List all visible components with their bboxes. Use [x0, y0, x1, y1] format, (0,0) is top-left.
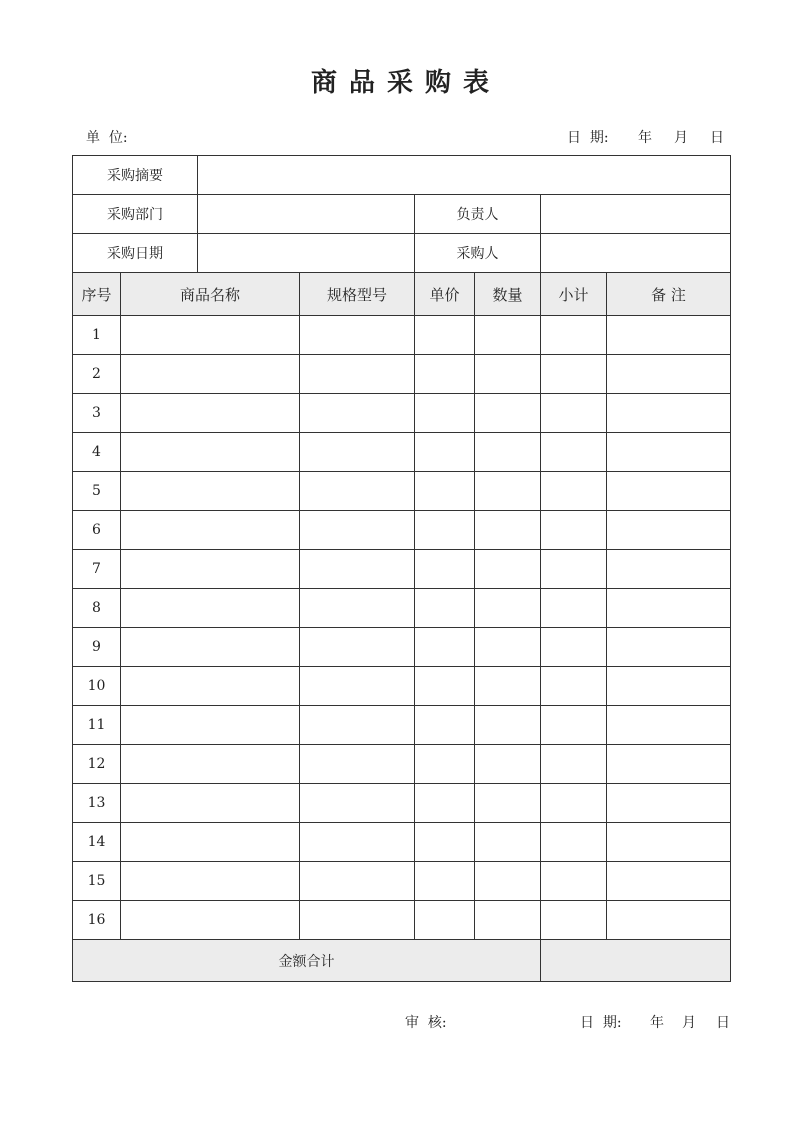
purchase-date-field[interactable] [198, 234, 415, 273]
date-label: 日 期: [567, 130, 609, 146]
product-name-cell[interactable] [121, 628, 300, 667]
price-cell[interactable] [415, 706, 475, 745]
price-cell[interactable] [415, 472, 475, 511]
spec-cell[interactable] [300, 316, 415, 355]
subtotal-cell[interactable] [541, 901, 607, 940]
quantity-cell[interactable] [475, 589, 541, 628]
total-row [73, 940, 731, 982]
subtotal-cell[interactable] [541, 355, 607, 394]
product-name-cell[interactable] [121, 784, 300, 823]
row-index: 4 [73, 433, 121, 472]
price-cell[interactable] [415, 394, 475, 433]
footer-month-label: 月 [682, 1015, 696, 1031]
subtotal-cell[interactable] [541, 667, 607, 706]
quantity-cell[interactable] [475, 667, 541, 706]
remark-cell[interactable] [607, 433, 731, 472]
remark-cell[interactable] [607, 706, 731, 745]
product-name-cell[interactable] [121, 589, 300, 628]
row-index: 9 [73, 628, 121, 667]
price-cell[interactable] [415, 433, 475, 472]
subtotal-cell[interactable] [541, 472, 607, 511]
remark-cell[interactable] [607, 862, 731, 901]
purchase-date-label: 采购日期 [73, 234, 198, 273]
row-index: 3 [73, 394, 121, 433]
quantity-cell[interactable] [475, 901, 541, 940]
price-cell[interactable] [415, 667, 475, 706]
quantity-cell[interactable] [475, 862, 541, 901]
price-cell[interactable] [415, 550, 475, 589]
purchase-table [72, 155, 731, 982]
price-cell[interactable] [415, 823, 475, 862]
subtotal-cell[interactable] [541, 394, 607, 433]
buyer-label: 采购人 [415, 234, 541, 273]
table-row [73, 355, 731, 394]
table-row [73, 823, 731, 862]
subtotal-cell[interactable] [541, 784, 607, 823]
price-cell[interactable] [415, 745, 475, 784]
table-row [73, 433, 731, 472]
col-remark-header: 备 注 [607, 273, 731, 316]
buyer-field[interactable] [541, 234, 731, 273]
price-cell[interactable] [415, 628, 475, 667]
spec-cell[interactable] [300, 823, 415, 862]
subtotal-cell[interactable] [541, 316, 607, 355]
unit-label: 单 位: [86, 130, 128, 146]
quantity-cell[interactable] [475, 823, 541, 862]
remark-cell[interactable] [607, 901, 731, 940]
responsible-label: 负责人 [415, 195, 541, 234]
spec-cell[interactable] [300, 901, 415, 940]
table-row [73, 511, 731, 550]
subtotal-cell[interactable] [541, 589, 607, 628]
subtotal-cell[interactable] [541, 433, 607, 472]
quantity-cell[interactable] [475, 472, 541, 511]
remark-cell[interactable] [607, 667, 731, 706]
quantity-cell[interactable] [475, 745, 541, 784]
col-spec-header: 规格型号 [300, 273, 415, 316]
price-cell[interactable] [415, 784, 475, 823]
product-name-cell[interactable] [121, 706, 300, 745]
price-cell[interactable] [415, 589, 475, 628]
spec-cell[interactable] [300, 745, 415, 784]
quantity-cell[interactable] [475, 706, 541, 745]
remark-cell[interactable] [607, 823, 731, 862]
subtotal-cell[interactable] [541, 628, 607, 667]
remark-cell[interactable] [607, 589, 731, 628]
quantity-cell[interactable] [475, 511, 541, 550]
spec-cell[interactable] [300, 589, 415, 628]
spec-cell[interactable] [300, 706, 415, 745]
col-index-header: 序号 [73, 273, 121, 316]
row-index: 8 [73, 589, 121, 628]
footer-date-label: 日 期: [580, 1015, 622, 1031]
remark-cell[interactable] [607, 355, 731, 394]
subtotal-cell[interactable] [541, 862, 607, 901]
product-name-cell[interactable] [121, 862, 300, 901]
product-name-cell[interactable] [121, 550, 300, 589]
table-row [73, 472, 731, 511]
spec-cell[interactable] [300, 394, 415, 433]
footer-year-label: 年 [650, 1015, 664, 1031]
spec-cell[interactable] [300, 667, 415, 706]
row-index: 12 [73, 745, 121, 784]
subtotal-cell[interactable] [541, 706, 607, 745]
department-field[interactable] [198, 195, 415, 234]
product-name-cell[interactable] [121, 472, 300, 511]
remark-cell[interactable] [607, 784, 731, 823]
product-name-cell[interactable] [121, 316, 300, 355]
col-price-header: 单价 [415, 273, 475, 316]
responsible-field[interactable] [541, 195, 731, 234]
summary-row [73, 156, 731, 195]
date-day-label: 日 [710, 130, 724, 146]
remark-cell[interactable] [607, 511, 731, 550]
row-index: 13 [73, 784, 121, 823]
table-row [73, 667, 731, 706]
remark-cell[interactable] [607, 550, 731, 589]
department-label: 采购部门 [73, 195, 198, 234]
price-cell[interactable] [415, 862, 475, 901]
quantity-cell[interactable] [475, 628, 541, 667]
table-row [73, 784, 731, 823]
product-name-cell[interactable] [121, 667, 300, 706]
row-index: 11 [73, 706, 121, 745]
row-index: 10 [73, 667, 121, 706]
quantity-cell[interactable] [475, 550, 541, 589]
row-index: 2 [73, 355, 121, 394]
price-cell[interactable] [415, 316, 475, 355]
quantity-cell[interactable] [475, 316, 541, 355]
summary-field[interactable] [198, 156, 731, 195]
remark-cell[interactable] [607, 316, 731, 355]
row-index: 7 [73, 550, 121, 589]
review-label: 审 核: [405, 1015, 447, 1031]
row-index: 15 [73, 862, 121, 901]
remark-cell[interactable] [607, 394, 731, 433]
spec-cell[interactable] [300, 433, 415, 472]
price-cell[interactable] [415, 511, 475, 550]
spec-cell[interactable] [300, 628, 415, 667]
summary-label: 采购摘要 [73, 156, 198, 195]
column-header-row [73, 273, 731, 316]
quantity-cell[interactable] [475, 784, 541, 823]
remark-cell[interactable] [607, 745, 731, 784]
table-row [73, 550, 731, 589]
subtotal-cell[interactable] [541, 745, 607, 784]
price-cell[interactable] [415, 901, 475, 940]
remark-cell[interactable] [607, 472, 731, 511]
table-row [73, 745, 731, 784]
spec-cell[interactable] [300, 784, 415, 823]
date-year-label: 年 [638, 130, 652, 146]
product-name-cell[interactable] [121, 355, 300, 394]
row-index: 1 [73, 316, 121, 355]
page-title: 商品采购表 [310, 68, 501, 98]
remark-cell[interactable] [607, 628, 731, 667]
col-qty-header: 数量 [475, 273, 541, 316]
product-name-cell[interactable] [121, 823, 300, 862]
table-row [73, 394, 731, 433]
total-value-field[interactable] [541, 940, 731, 982]
table-row [73, 589, 731, 628]
spec-cell[interactable] [300, 550, 415, 589]
price-cell[interactable] [415, 355, 475, 394]
product-name-cell[interactable] [121, 433, 300, 472]
product-name-cell[interactable] [121, 511, 300, 550]
product-name-cell[interactable] [121, 394, 300, 433]
table-row [73, 862, 731, 901]
footer-day-label: 日 [716, 1015, 730, 1031]
product-name-cell[interactable] [121, 745, 300, 784]
row-index: 6 [73, 511, 121, 550]
subtotal-cell[interactable] [541, 550, 607, 589]
department-row [73, 195, 731, 234]
table-row [73, 901, 731, 940]
row-index: 14 [73, 823, 121, 862]
row-index: 16 [73, 901, 121, 940]
spec-cell[interactable] [300, 511, 415, 550]
spec-cell[interactable] [300, 355, 415, 394]
row-index: 5 [73, 472, 121, 511]
subtotal-cell[interactable] [541, 511, 607, 550]
product-name-cell[interactable] [121, 901, 300, 940]
spec-cell[interactable] [300, 472, 415, 511]
purchase-date-row [73, 234, 731, 273]
table-row [73, 628, 731, 667]
table-row [73, 706, 731, 745]
quantity-cell[interactable] [475, 394, 541, 433]
quantity-cell[interactable] [475, 433, 541, 472]
table-row [73, 316, 731, 355]
subtotal-cell[interactable] [541, 823, 607, 862]
col-subtotal-header: 小计 [541, 273, 607, 316]
total-label: 金额合计 [73, 940, 541, 982]
spec-cell[interactable] [300, 862, 415, 901]
quantity-cell[interactable] [475, 355, 541, 394]
date-month-label: 月 [674, 130, 688, 146]
col-name-header: 商品名称 [121, 273, 300, 316]
